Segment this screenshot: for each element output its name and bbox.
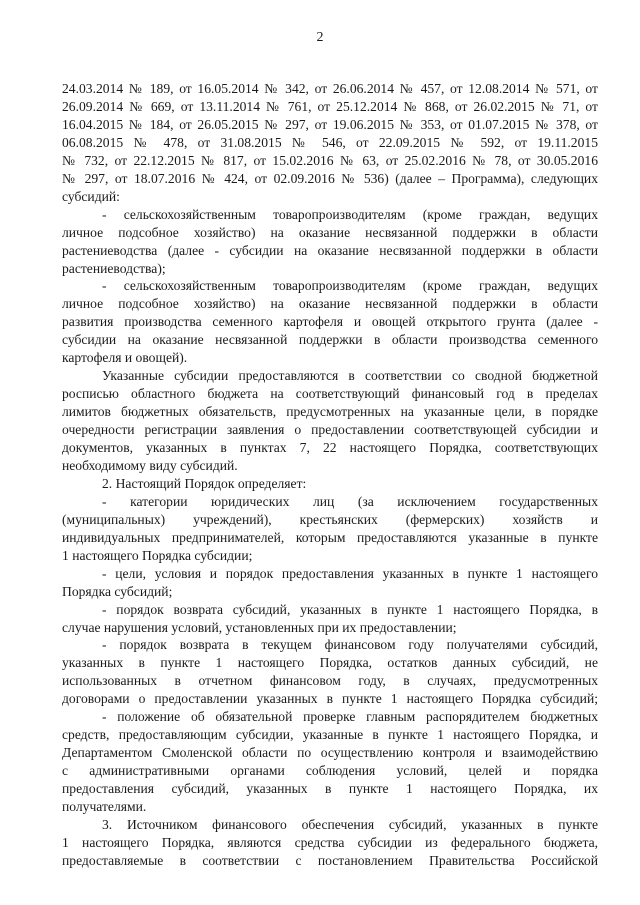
- text-line: - порядок возврата субсидий, указанных в пункте 1 настоящего Порядка, в: [102, 601, 598, 617]
- text-line: растениеводства);: [62, 260, 166, 276]
- text-line: 1 настоящего Порядка субсидии;: [62, 547, 253, 563]
- text-line: лимитов бюджетных обязательств, предусмотренных на указанные цели, в порядке: [62, 404, 598, 420]
- text-line: № 297, от 18.07.2016 № 424, от 02.09.2016 № 536) (далее – Программа), следующих: [62, 170, 598, 186]
- text-line: 2. Настоящий Порядок определяет:: [102, 475, 307, 491]
- text-line: 24.03.2014 № 189, от 16.05.2014 № 342, от 26.06.2014 № 457, от 12.08.2014 № 571, от: [62, 81, 598, 96]
- text-line: 16.04.2015 № 184, от 26.05.2015 № 297, от 19.06.2015 № 353, от 01.07.2015 № 378, от: [62, 116, 598, 132]
- text-line: получателями.: [62, 799, 147, 814]
- text-line: (муниципальных) учреждений), крестьянских (фермерских) хозяйств и: [62, 511, 598, 527]
- text-line: Департаментом Смоленской области по осуществлению контроля и взаимодействию: [62, 745, 598, 761]
- text-line: необходимому виду субсидий.: [62, 457, 238, 473]
- text-line: развития производства семенного картофеля и овощей открытого грунта (далее -: [62, 314, 598, 330]
- text-line: - сельскохозяйственным товаропроизводителям (кроме граждан, ведущих: [102, 206, 598, 222]
- text-line: договорами о предоставлении указанных в пункте 1 настоящего Порядка субсидий;: [62, 691, 598, 707]
- text-line: субсидий:: [62, 188, 120, 204]
- text-line: Порядка субсидий;: [62, 583, 173, 599]
- text-line: предоставляемые в соответствии с постановлением Правительства Российской: [62, 852, 598, 868]
- text-line: личное подсобное хозяйство) на оказание несвязанной поддержки в области: [62, 296, 598, 312]
- text-line: - цели, условия и порядок предоставления указанных в пункте 1 настоящего: [102, 565, 598, 581]
- text-line: индивидуальных предпринимателей, которым предоставляются указанные в пункте: [62, 529, 598, 545]
- text-line: - положение об обязательной проверке главным распорядителем бюджетных: [102, 709, 598, 725]
- text-line: росписью областного бюджета на соответствующий финансовый год в пределах: [62, 386, 598, 402]
- text-line: средств, предоставляющим субсидии, указанные в пункте 1 настоящего Порядка, и: [62, 727, 598, 743]
- page-number: 2: [316, 30, 324, 45]
- text-line: предоставления субсидий, указанных в пункте 1 настоящего Порядка, их: [62, 781, 598, 797]
- text-line: личное подсобное хозяйство) на оказание несвязанной поддержки в области: [62, 224, 598, 240]
- text-line: 1 настоящего Порядка, являются средства субсидии из федерального бюджета,: [62, 834, 598, 850]
- text-line: 3. Источником финансового обеспечения субсидий, указанных в пункте: [102, 816, 598, 832]
- text-line: - порядок возврата в текущем финансовом году получателями субсидий,: [102, 637, 598, 653]
- text-line: № 732, от 22.12.2015 № 817, от 15.02.2016 № 63, от 25.02.2016 № 78, от 30.05.2016: [62, 152, 598, 168]
- text-line: случае нарушения условий, установленных при их предоставлении;: [62, 619, 457, 635]
- text-line: - сельскохозяйственным товаропроизводителям (кроме граждан, ведущих: [102, 278, 598, 294]
- text-line: Указанные субсидии предоставляются в соответствии со сводной бюджетной: [102, 368, 598, 384]
- text-line: растениеводства (далее - субсидии на оказание несвязанной поддержки в области: [62, 242, 598, 258]
- text-line: указанных в пункте 1 настоящего Порядка, остатков данных субсидий, не: [62, 655, 598, 671]
- text-line: картофеля и овощей).: [62, 350, 188, 366]
- text-line: 06.08.2015 № 478, от 31.08.2015 № 546, от 22.09.2015 № 592, от 19.11.2015: [62, 134, 598, 150]
- text-line: 26.09.2014 № 669, от 13.11.2014 № 761, от 25.12.2014 № 868, от 26.02.2015 № 71, от: [62, 98, 598, 114]
- text-line: - категории юридических лиц (за исключением государственных: [102, 493, 598, 509]
- text-line: документов, указанных в пунктах 7, 22 настоящего Порядка, соответствующих: [62, 440, 598, 455]
- text-line: использованных в отчетном финансовом году, в случаях, предусмотренных: [62, 673, 598, 689]
- text-line: с административными органами соблюдения условий, целей и порядка: [62, 763, 598, 779]
- text-line: субсидии на оказание несвязанной поддержки в области производства семенного: [62, 332, 598, 348]
- text-line: очередности регистрации заявления о предоставлении соответствующей субсидии и: [62, 422, 598, 438]
